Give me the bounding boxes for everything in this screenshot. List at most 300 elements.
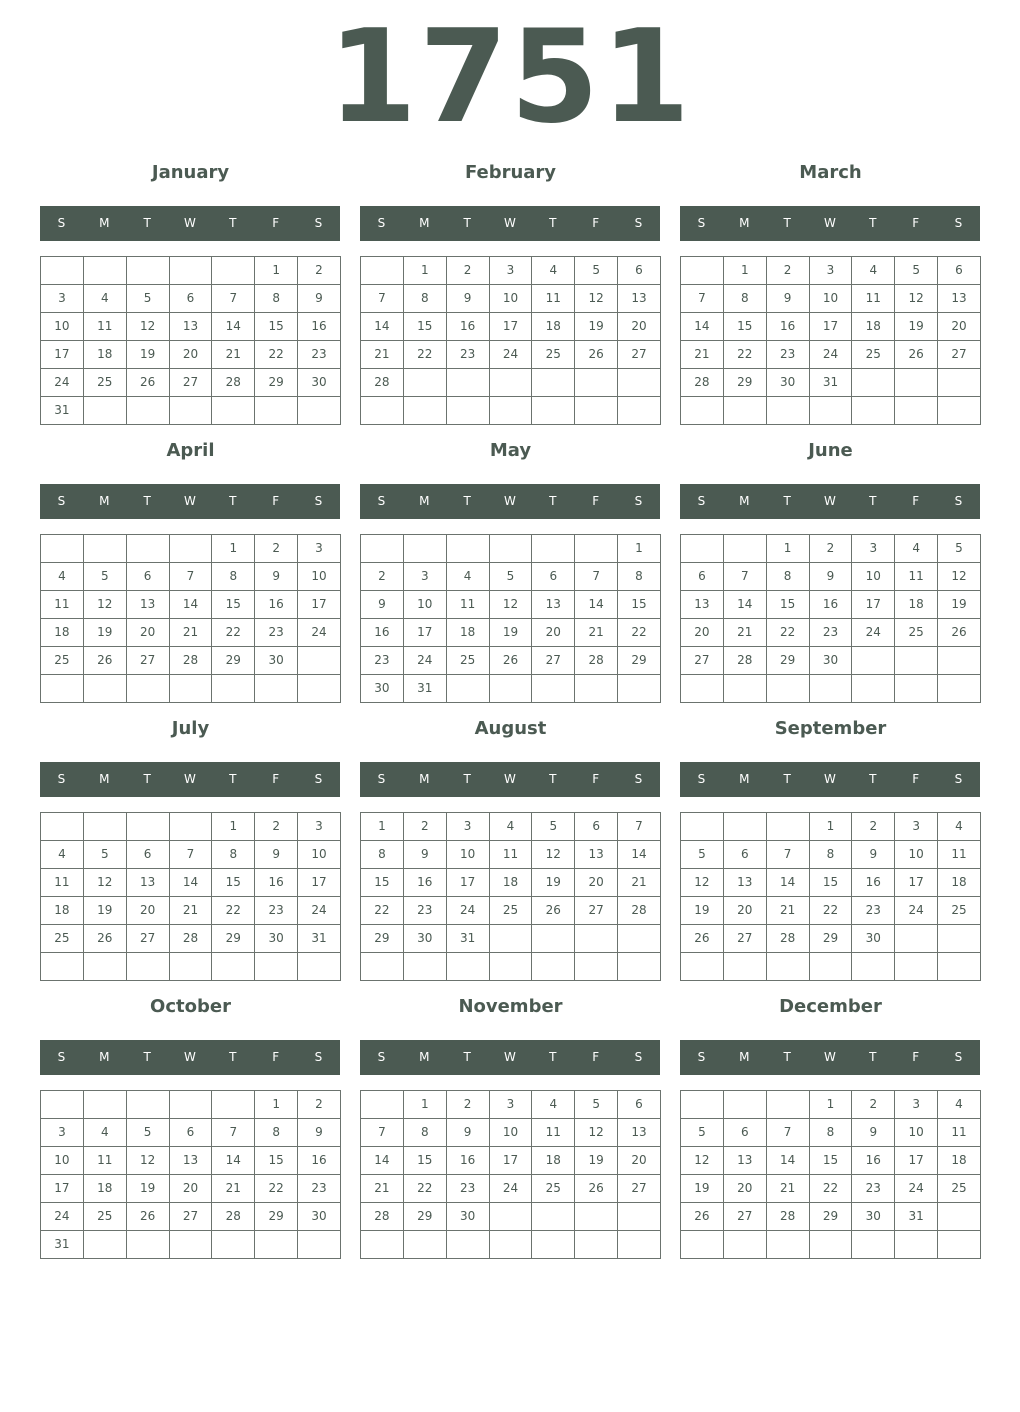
empty-cell — [41, 257, 84, 285]
day-cell: 13 — [127, 869, 170, 897]
day-grid — [680, 256, 981, 425]
empty-cell — [575, 1203, 618, 1231]
day-cell: 6 — [681, 563, 724, 591]
day-cell: 25 — [490, 897, 533, 925]
empty-cell — [938, 1203, 981, 1231]
day-cell: 20 — [724, 1175, 767, 1203]
day-cell: 6 — [724, 1119, 767, 1147]
day-cell: 3 — [490, 257, 533, 285]
empty-cell — [212, 675, 255, 703]
empty-cell — [298, 397, 341, 425]
weekday-label: F — [912, 494, 920, 508]
empty-cell — [84, 535, 127, 563]
empty-cell — [170, 953, 213, 981]
empty-cell — [681, 1091, 724, 1119]
empty-cell — [895, 369, 938, 397]
day-cell: 14 — [767, 869, 810, 897]
empty-cell — [724, 1091, 767, 1119]
weekday-label: T — [229, 216, 237, 230]
day-cell: 1 — [810, 1091, 853, 1119]
empty-cell — [532, 925, 575, 953]
day-cell: 20 — [170, 1175, 213, 1203]
day-cell: 3 — [852, 535, 895, 563]
weekday-label: S — [377, 494, 386, 508]
day-cell: 13 — [127, 591, 170, 619]
day-cell: 4 — [41, 841, 84, 869]
day-cell: 3 — [810, 257, 853, 285]
empty-cell — [361, 953, 404, 981]
day-cell: 2 — [810, 535, 853, 563]
day-cell: 27 — [618, 1175, 661, 1203]
day-cell: 18 — [447, 619, 490, 647]
weekday-header — [680, 1040, 980, 1075]
weekday-label: S — [634, 1050, 643, 1064]
day-cell: 18 — [84, 341, 127, 369]
empty-cell — [212, 953, 255, 981]
day-cell: 23 — [447, 341, 490, 369]
day-cell: 26 — [84, 647, 127, 675]
day-cell: 25 — [852, 341, 895, 369]
day-cell: 17 — [895, 1147, 938, 1175]
empty-cell — [767, 1091, 810, 1119]
day-cell: 29 — [810, 925, 853, 953]
day-cell: 30 — [767, 369, 810, 397]
empty-cell — [447, 675, 490, 703]
day-cell: 26 — [938, 619, 981, 647]
day-cell: 5 — [938, 535, 981, 563]
empty-cell — [767, 953, 810, 981]
empty-cell — [127, 953, 170, 981]
day-cell: 25 — [84, 1203, 127, 1231]
empty-cell — [810, 675, 853, 703]
day-cell: 2 — [852, 1091, 895, 1119]
day-cell: 24 — [490, 1175, 533, 1203]
weekday-label: W — [184, 1050, 196, 1064]
day-cell: 10 — [298, 563, 341, 591]
day-grid — [680, 534, 981, 703]
day-cell: 10 — [41, 313, 84, 341]
day-cell: 7 — [170, 563, 213, 591]
day-cell: 4 — [41, 563, 84, 591]
weekday-label: S — [377, 1050, 386, 1064]
day-cell: 13 — [681, 591, 724, 619]
empty-cell — [404, 1231, 447, 1259]
empty-cell — [618, 369, 661, 397]
day-cell: 27 — [938, 341, 981, 369]
day-cell: 31 — [404, 675, 447, 703]
weekday-label: T — [869, 1050, 877, 1064]
day-cell: 30 — [447, 1203, 490, 1231]
empty-cell — [810, 953, 853, 981]
day-cell: 1 — [255, 257, 298, 285]
day-grid — [40, 812, 341, 981]
day-cell: 20 — [127, 619, 170, 647]
day-cell: 8 — [361, 841, 404, 869]
day-cell: 30 — [298, 369, 341, 397]
weekday-label: T — [463, 494, 471, 508]
empty-cell — [681, 397, 724, 425]
day-cell: 10 — [490, 1119, 533, 1147]
day-cell: 19 — [490, 619, 533, 647]
day-cell: 8 — [212, 841, 255, 869]
weekday-header — [360, 206, 660, 241]
day-cell: 4 — [490, 813, 533, 841]
empty-cell — [170, 397, 213, 425]
day-cell: 3 — [490, 1091, 533, 1119]
day-cell: 25 — [938, 897, 981, 925]
day-cell: 16 — [767, 313, 810, 341]
day-cell: 28 — [575, 647, 618, 675]
empty-cell — [127, 1091, 170, 1119]
day-cell: 18 — [938, 1147, 981, 1175]
day-cell: 11 — [532, 285, 575, 313]
day-cell: 1 — [404, 1091, 447, 1119]
empty-cell — [938, 647, 981, 675]
empty-cell — [767, 397, 810, 425]
empty-cell — [212, 1091, 255, 1119]
weekday-label: F — [592, 1050, 600, 1064]
weekday-label: T — [783, 772, 791, 786]
day-cell: 3 — [895, 813, 938, 841]
day-cell: 15 — [810, 1147, 853, 1175]
day-cell: 10 — [404, 591, 447, 619]
day-cell: 15 — [404, 1147, 447, 1175]
empty-cell — [447, 369, 490, 397]
day-cell: 4 — [852, 257, 895, 285]
day-cell: 23 — [810, 619, 853, 647]
day-cell: 30 — [852, 925, 895, 953]
weekday-label: S — [57, 216, 66, 230]
day-cell: 11 — [447, 591, 490, 619]
empty-cell — [170, 675, 213, 703]
day-cell: 5 — [84, 563, 127, 591]
day-cell: 4 — [938, 813, 981, 841]
weekday-label: F — [912, 772, 920, 786]
day-cell: 18 — [938, 869, 981, 897]
empty-cell — [361, 397, 404, 425]
weekday-label: W — [184, 494, 196, 508]
day-cell: 7 — [767, 1119, 810, 1147]
empty-cell — [447, 1231, 490, 1259]
weekday-header — [40, 484, 340, 519]
day-cell: 23 — [447, 1175, 490, 1203]
weekday-label: T — [549, 1050, 557, 1064]
day-cell: 4 — [84, 285, 127, 313]
weekday-label: W — [504, 1050, 516, 1064]
day-cell: 28 — [618, 897, 661, 925]
day-cell: 5 — [681, 1119, 724, 1147]
day-grid — [360, 534, 661, 703]
empty-cell — [532, 675, 575, 703]
day-cell: 5 — [575, 257, 618, 285]
day-cell: 18 — [895, 591, 938, 619]
day-cell: 25 — [895, 619, 938, 647]
day-cell: 20 — [170, 341, 213, 369]
empty-cell — [255, 675, 298, 703]
weekday-label: M — [419, 1050, 430, 1064]
empty-cell — [724, 675, 767, 703]
day-cell: 15 — [212, 591, 255, 619]
day-cell: 11 — [41, 869, 84, 897]
day-cell: 2 — [298, 257, 341, 285]
weekday-label: T — [783, 494, 791, 508]
month-name: September — [774, 718, 887, 739]
day-cell: 16 — [447, 313, 490, 341]
day-cell: 24 — [41, 369, 84, 397]
day-cell: 30 — [810, 647, 853, 675]
empty-cell — [575, 953, 618, 981]
day-cell: 5 — [575, 1091, 618, 1119]
weekday-label: W — [824, 1050, 836, 1064]
day-cell: 5 — [84, 841, 127, 869]
empty-cell — [810, 397, 853, 425]
weekday-label: S — [697, 216, 706, 230]
month-name: March — [799, 162, 862, 183]
day-cell: 19 — [575, 1147, 618, 1175]
empty-cell — [938, 953, 981, 981]
empty-cell — [127, 257, 170, 285]
weekday-label: F — [272, 216, 280, 230]
day-cell: 10 — [852, 563, 895, 591]
day-cell: 16 — [852, 1147, 895, 1175]
empty-cell — [127, 813, 170, 841]
day-cell: 19 — [127, 1175, 170, 1203]
weekday-label: F — [272, 494, 280, 508]
day-cell: 13 — [618, 1119, 661, 1147]
empty-cell — [681, 1231, 724, 1259]
day-cell: 11 — [41, 591, 84, 619]
empty-cell — [170, 1091, 213, 1119]
day-cell: 31 — [810, 369, 853, 397]
weekday-label: T — [549, 772, 557, 786]
weekday-header — [40, 1040, 340, 1075]
empty-cell — [618, 925, 661, 953]
day-cell: 8 — [618, 563, 661, 591]
empty-cell — [490, 397, 533, 425]
empty-cell — [938, 925, 981, 953]
weekday-label: T — [143, 494, 151, 508]
empty-cell — [212, 257, 255, 285]
weekday-label: S — [377, 216, 386, 230]
day-cell: 9 — [447, 285, 490, 313]
weekday-label: S — [314, 772, 323, 786]
day-cell: 17 — [298, 591, 341, 619]
day-cell: 25 — [447, 647, 490, 675]
day-cell: 10 — [447, 841, 490, 869]
day-cell: 11 — [84, 1147, 127, 1175]
day-cell: 12 — [938, 563, 981, 591]
day-cell: 15 — [255, 313, 298, 341]
day-cell: 22 — [361, 897, 404, 925]
weekday-label: F — [912, 216, 920, 230]
day-cell: 7 — [681, 285, 724, 313]
empty-cell — [84, 397, 127, 425]
day-cell: 22 — [618, 619, 661, 647]
day-cell: 2 — [255, 535, 298, 563]
day-cell: 24 — [852, 619, 895, 647]
empty-cell — [212, 397, 255, 425]
day-cell: 25 — [84, 369, 127, 397]
day-cell: 28 — [361, 1203, 404, 1231]
weekday-label: S — [954, 772, 963, 786]
weekday-label: M — [739, 216, 750, 230]
day-cell: 9 — [404, 841, 447, 869]
weekday-header — [680, 206, 980, 241]
empty-cell — [361, 1231, 404, 1259]
day-cell: 11 — [938, 841, 981, 869]
day-cell: 5 — [127, 1119, 170, 1147]
day-cell: 7 — [724, 563, 767, 591]
day-cell: 16 — [810, 591, 853, 619]
day-cell: 10 — [298, 841, 341, 869]
day-cell: 14 — [170, 869, 213, 897]
weekday-label: T — [549, 494, 557, 508]
day-cell: 3 — [895, 1091, 938, 1119]
empty-cell — [212, 1231, 255, 1259]
empty-cell — [404, 535, 447, 563]
day-cell: 28 — [767, 1203, 810, 1231]
day-cell: 6 — [724, 841, 767, 869]
empty-cell — [127, 397, 170, 425]
day-cell: 23 — [298, 341, 341, 369]
day-cell: 24 — [298, 897, 341, 925]
day-cell: 16 — [298, 1147, 341, 1175]
day-cell: 12 — [575, 1119, 618, 1147]
day-cell: 2 — [447, 257, 490, 285]
day-cell: 12 — [84, 869, 127, 897]
month-name: January — [151, 162, 230, 183]
day-cell: 1 — [810, 813, 853, 841]
day-cell: 20 — [724, 897, 767, 925]
day-cell: 18 — [41, 897, 84, 925]
day-cell: 26 — [575, 1175, 618, 1203]
weekday-label: W — [184, 216, 196, 230]
day-cell: 11 — [490, 841, 533, 869]
day-cell: 2 — [404, 813, 447, 841]
weekday-label: F — [272, 1050, 280, 1064]
day-cell: 12 — [532, 841, 575, 869]
day-cell: 28 — [767, 925, 810, 953]
empty-cell — [895, 675, 938, 703]
weekday-label: S — [377, 772, 386, 786]
weekday-label: T — [463, 216, 471, 230]
day-cell: 8 — [810, 841, 853, 869]
weekday-label: S — [697, 772, 706, 786]
empty-cell — [127, 1231, 170, 1259]
day-cell: 16 — [404, 869, 447, 897]
day-cell: 11 — [938, 1119, 981, 1147]
day-cell: 4 — [532, 1091, 575, 1119]
day-cell: 30 — [255, 925, 298, 953]
day-cell: 26 — [490, 647, 533, 675]
day-cell: 2 — [298, 1091, 341, 1119]
day-cell: 31 — [895, 1203, 938, 1231]
empty-cell — [41, 953, 84, 981]
day-cell: 26 — [127, 369, 170, 397]
day-cell: 2 — [447, 1091, 490, 1119]
empty-cell — [447, 953, 490, 981]
day-cell: 6 — [170, 285, 213, 313]
weekday-label: S — [954, 216, 963, 230]
empty-cell — [724, 813, 767, 841]
month-name: July — [171, 718, 210, 739]
day-cell: 25 — [532, 1175, 575, 1203]
day-cell: 19 — [532, 869, 575, 897]
weekday-label: F — [592, 494, 600, 508]
day-cell: 23 — [852, 897, 895, 925]
day-cell: 26 — [532, 897, 575, 925]
weekday-label: S — [314, 494, 323, 508]
day-cell: 24 — [810, 341, 853, 369]
day-cell: 21 — [618, 869, 661, 897]
day-cell: 7 — [361, 285, 404, 313]
day-cell: 25 — [532, 341, 575, 369]
day-cell: 28 — [361, 369, 404, 397]
weekday-header — [360, 484, 660, 519]
day-cell: 27 — [127, 925, 170, 953]
day-cell: 16 — [298, 313, 341, 341]
day-cell: 13 — [724, 1147, 767, 1175]
weekday-label: F — [912, 1050, 920, 1064]
weekday-label: S — [314, 216, 323, 230]
day-cell: 6 — [618, 1091, 661, 1119]
weekday-label: T — [783, 216, 791, 230]
day-cell: 16 — [361, 619, 404, 647]
day-cell: 20 — [681, 619, 724, 647]
day-cell: 31 — [41, 1231, 84, 1259]
day-cell: 9 — [298, 285, 341, 313]
day-cell: 16 — [447, 1147, 490, 1175]
day-cell: 17 — [852, 591, 895, 619]
day-cell: 3 — [41, 1119, 84, 1147]
day-cell: 28 — [724, 647, 767, 675]
empty-cell — [852, 647, 895, 675]
day-cell: 11 — [532, 1119, 575, 1147]
day-cell: 5 — [532, 813, 575, 841]
day-cell: 22 — [404, 341, 447, 369]
weekday-label: T — [869, 772, 877, 786]
weekday-header — [360, 762, 660, 797]
day-cell: 2 — [767, 257, 810, 285]
weekday-label: W — [824, 216, 836, 230]
day-cell: 15 — [767, 591, 810, 619]
day-cell: 13 — [532, 591, 575, 619]
empty-cell — [532, 1203, 575, 1231]
weekday-header — [40, 762, 340, 797]
day-cell: 10 — [810, 285, 853, 313]
day-cell: 2 — [361, 563, 404, 591]
day-cell: 28 — [212, 1203, 255, 1231]
day-cell: 30 — [361, 675, 404, 703]
empty-cell — [575, 397, 618, 425]
day-cell: 9 — [447, 1119, 490, 1147]
day-cell: 23 — [298, 1175, 341, 1203]
day-cell: 22 — [212, 897, 255, 925]
day-grid — [40, 256, 341, 425]
day-cell: 27 — [532, 647, 575, 675]
day-cell: 6 — [127, 563, 170, 591]
empty-cell — [490, 369, 533, 397]
empty-cell — [84, 1091, 127, 1119]
day-cell: 5 — [127, 285, 170, 313]
day-cell: 20 — [127, 897, 170, 925]
day-cell: 15 — [212, 869, 255, 897]
day-cell: 17 — [404, 619, 447, 647]
day-cell: 8 — [724, 285, 767, 313]
day-cell: 19 — [681, 1175, 724, 1203]
weekday-label: S — [57, 772, 66, 786]
empty-cell — [681, 257, 724, 285]
